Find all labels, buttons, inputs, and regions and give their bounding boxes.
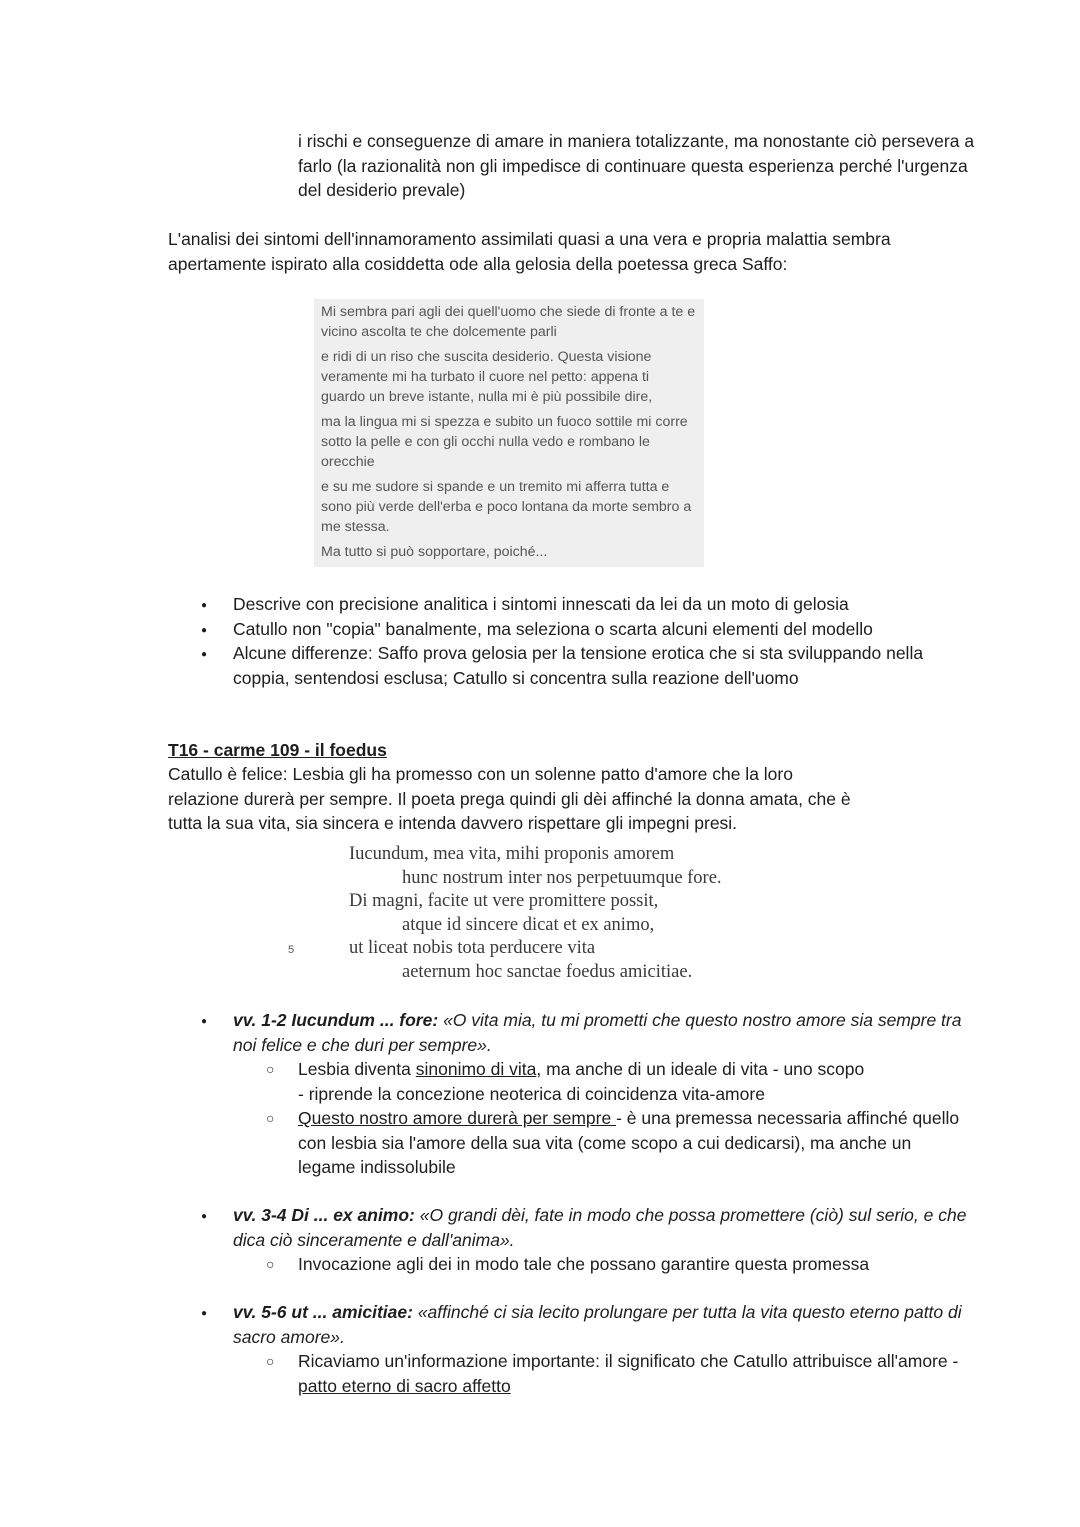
- sub-item: ○ Questo nostro amore durerà per sempre - è una premessa necessaria affinché quello con lesbia sia l'amore della sua vita (come scopo a cui dedicarsi), ma anche un legame indissolubile: [266, 1108, 960, 1177]
- circle-bullet-icon: ○: [266, 1061, 275, 1077]
- saffo-bullet-list: [168, 592, 968, 690]
- poem-line: atque id sincere dicat et ex animo,: [402, 914, 655, 935]
- circle-bullet-icon: ○: [266, 1353, 275, 1369]
- comment-block-v3-4: [168, 1203, 968, 1277]
- quote-stanza: e ridi di un riso che suscita desiderio. Questa visione veramente mi ha turbato il cuore nel petto: appena ti guardo un breve istante, nulla mi è più possibile dire,: [321, 349, 653, 405]
- poem-line: aeternum hoc sanctae foedus amicitiae.: [402, 961, 693, 982]
- verse-translation: «affinché ci sia lecito prolungare per tutta la vita questo eterno patto di sacro amore».: [233, 1302, 962, 1347]
- circle-bullet-icon: ○: [266, 1110, 275, 1126]
- saffo-quote-box: [314, 299, 704, 567]
- comment-heading: [168, 1203, 968, 1252]
- quote-stanza: Mi sembra pari agli dei quell'uomo che siede di fronte a te e vicino ascolta te che dolcemente parli: [321, 304, 696, 340]
- sub-item: ○ Invocazione agli dei in modo tale che possano garantire questa promessa: [168, 1252, 968, 1277]
- section-title: T16 - carme 109 - il foedus: [168, 740, 387, 760]
- list-item: ● Descrive con precisione analitica i sintomi innescati da lei da un moto di gelosia: [168, 592, 968, 617]
- verse-translation: «O grandi dèi, fate in modo che possa promettere (ciò) sul serio, e che dica ciò sinceramente e dall'anima».: [233, 1205, 967, 1250]
- comment-block-v5-6: [168, 1300, 968, 1398]
- comment-heading: [168, 1300, 968, 1349]
- saffo-intro-paragraph: L'analisi dei sintomi dell'innamoramento assimilati quasi a una vera e propria malattia sembra apertamente ispirato alla cosiddetta ode alla gelosia della poetessa greca Saffo:: [168, 229, 891, 274]
- verse-translation: «O vita mia, tu mi prometti che questo nostro amore sia sempre tra noi felice e che duri per sempre».: [233, 1010, 962, 1055]
- bullet-icon: [168, 1203, 233, 1232]
- continuation-paragraph: i rischi e conseguenze di amare in maniera totalizzante, ma nonostante ciò persevera a farlo (la razionalità non gli impedisce di continuare questa esperienza perché l'urgenza del desiderio prevale): [298, 131, 975, 200]
- bullet-icon: [168, 1300, 233, 1329]
- bullet-icon: [168, 641, 233, 670]
- latin-poem: [280, 843, 800, 984]
- sub-item: ○ Ricaviamo un'informazione importante: il significato che Catullo attribuisce all'amore - patto eterno di sacro affetto: [266, 1351, 959, 1396]
- verse-reference: vv. 3-4 Di ... ex animo:: [233, 1205, 415, 1225]
- list-item: ● Alcune differenze: Saffo prova gelosia per la tensione erotica che si sta sviluppando nella coppia, sentendosi esclusa; Catullo si concentra sulla reazione dell'uomo: [168, 641, 968, 690]
- comment-heading: [168, 1008, 968, 1057]
- circle-bullet-icon: ○: [266, 1256, 275, 1272]
- list-item: ● Catullo non "copia" banalmente, ma seleziona o scarta alcuni elementi del modello: [168, 617, 968, 642]
- sub-item: ○ Lesbia diventa sinonimo di vita, ma anche di un ideale di vita - uno scopo - riprende la concezione neoterica di coincidenza vita-amore: [266, 1059, 865, 1104]
- quote-stanza: e su me sudore si spande e un tremito mi afferra tutta e sono più verde dell'erba e poco lontana da morte sembro a me stessa.: [321, 479, 692, 535]
- verse-reference: vv. 5-6 ut ... amicitiae:: [233, 1302, 413, 1322]
- poem-line: Di magni, facite ut vere promittere possit,: [349, 891, 659, 911]
- quote-stanza: Ma tutto si può sopportare, poiché...: [321, 544, 548, 560]
- verse-reference: vv. 1-2 Iucundum ... fore:: [233, 1010, 439, 1030]
- bullet-icon: [168, 1008, 233, 1037]
- poem-line: hunc nostrum inter nos perpetuumque fore.: [402, 867, 722, 888]
- section-intro: Catullo è felice: Lesbia gli ha promesso con un solenne patto d'amore che la loro relazione durerà per sempre. Il poeta prega quindi gli dèi affinché la donna amata, che è tutta la sua vita, sia sincera e intenda davvero rispettare gli impegni presi.: [168, 764, 851, 833]
- quote-stanza: ma la lingua mi si spezza e subito un fuoco sottile mi corre sotto la pelle e con gli occhi nulla vedo e rombano le orecchie: [321, 414, 688, 470]
- poem-line: 5 ut liceat nobis tota perducere vita: [280, 937, 800, 961]
- comment-block-v1-2: [168, 1008, 968, 1180]
- verse-number: 5: [288, 944, 295, 956]
- poem-line: Iucundum, mea vita, mihi proponis amorem: [349, 844, 675, 864]
